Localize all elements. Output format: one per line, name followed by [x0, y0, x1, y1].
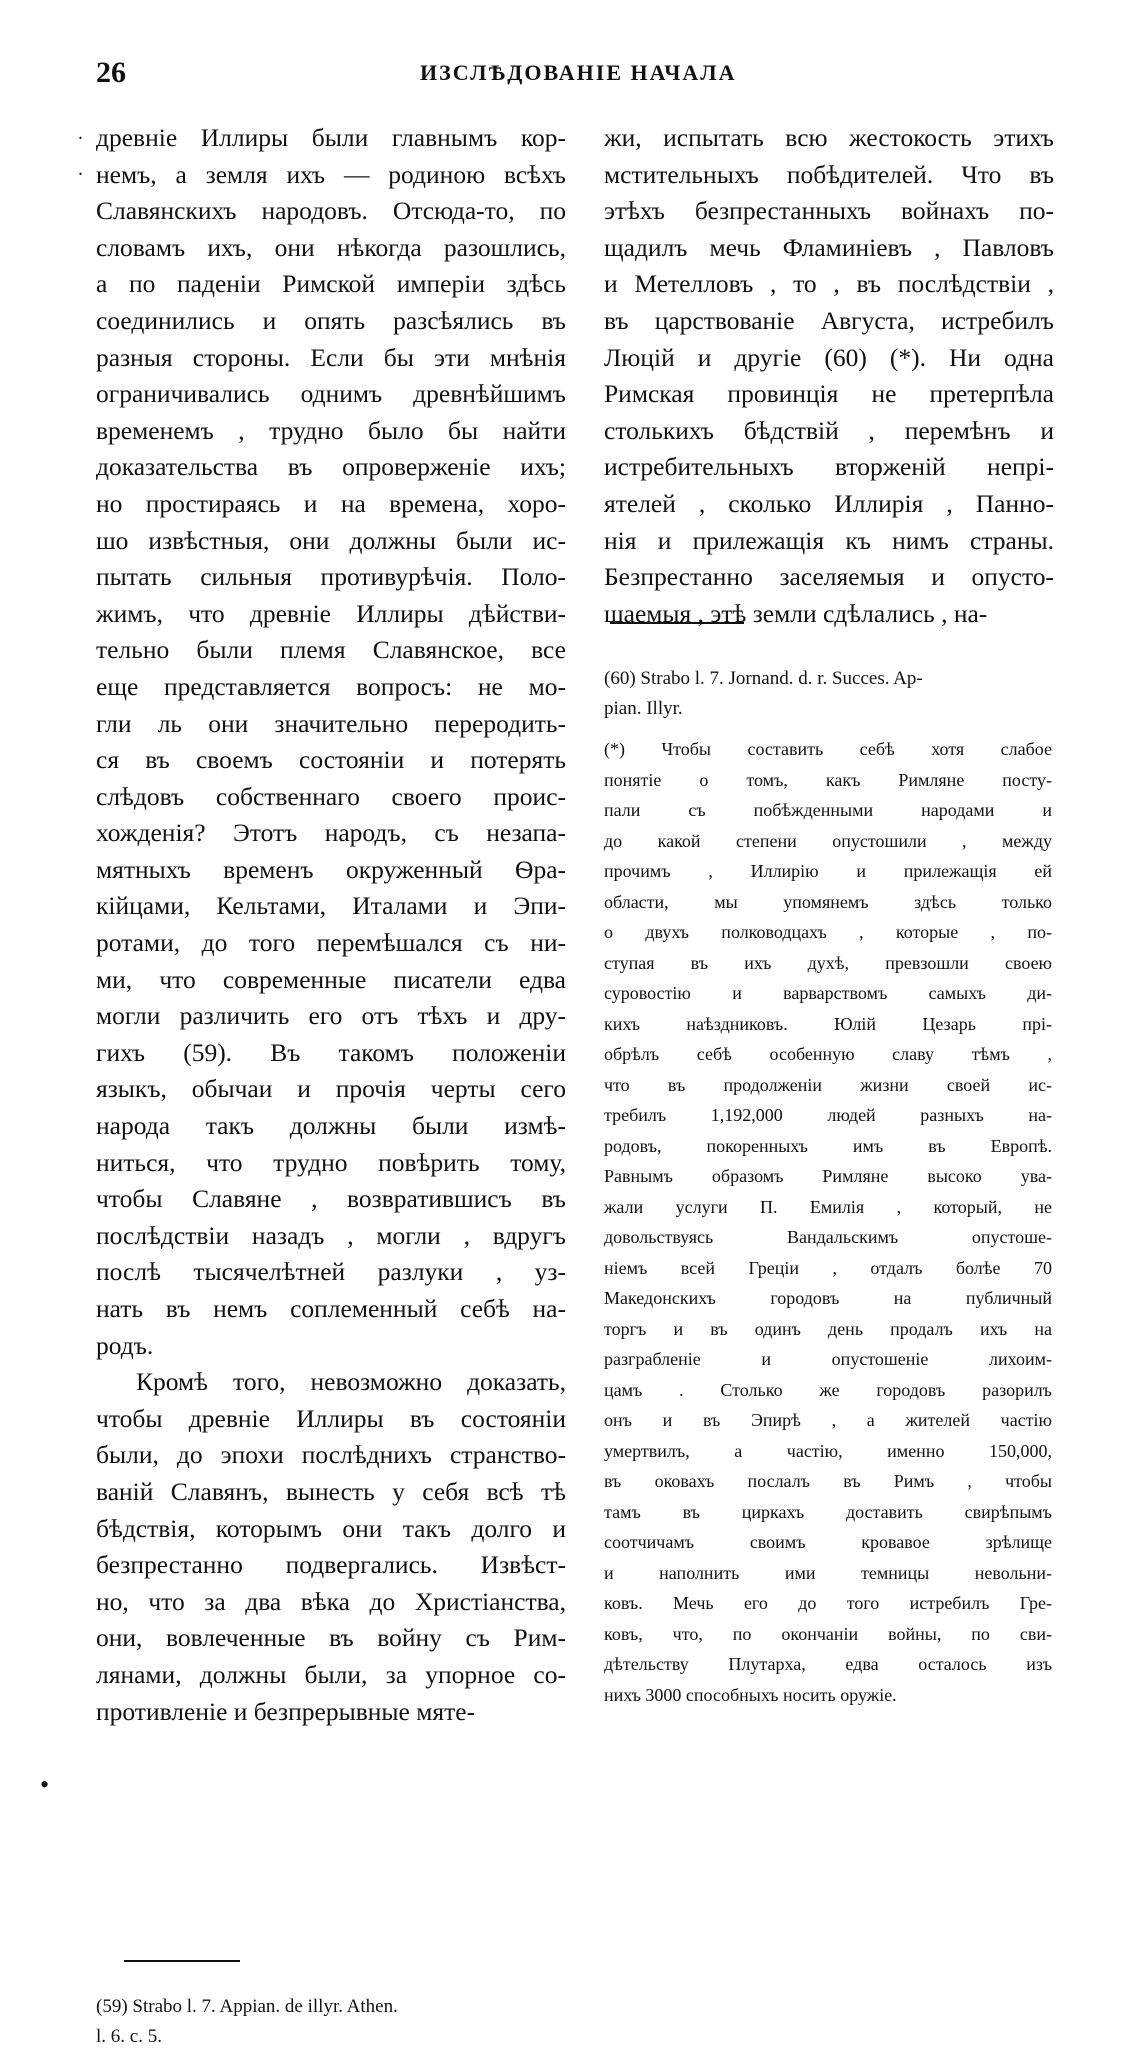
text-line: кійцами, Кельтами, Италами и Эпи- — [96, 891, 566, 921]
text-line: жи, испытать всю жестокость этихъ — [604, 123, 1054, 152]
footnote-line: дѣтельству Плутарха, едва осталось изъ — [604, 1654, 1052, 1674]
text-line: чтобы Славяне , возвратившисъ въ — [96, 1184, 566, 1214]
left-column-text — [96, 120, 566, 1730]
footnote-line: обрѣлъ себѣ особенную славу тѣмъ , — [604, 1044, 1052, 1064]
text-line: временемъ , трудно было бы найти — [96, 415, 566, 445]
footnote-line: ступая въ ихъ духѣ, превзошли своею — [604, 952, 1052, 973]
text-line: Славянскихъ народовъ. Отсюда-то, по — [96, 196, 566, 226]
text-line: и Метелловъ , то , въ послѣдствіи , — [604, 269, 1054, 299]
text-line: но простираясь и на времена, хоро- — [96, 488, 566, 518]
footnote-60 — [604, 664, 1044, 724]
text-line: языкъ, обычаи и прочія черты сего — [96, 1074, 566, 1104]
left-column — [96, 120, 566, 1730]
footnote-line: ковъ. Мечь его до того истребилъ Гре- — [604, 1593, 1052, 1613]
footnote-line: ніемъ всей Греціи , отдалъ болѣе 70 — [604, 1257, 1052, 1278]
footnote-line: жали услуги П. Емилія , который, не — [604, 1196, 1052, 1217]
text-line: ся въ своемъ состояніи и потерять — [96, 745, 566, 775]
footnote-line: ковъ, что, по окончаніи войны, по сви- — [604, 1623, 1052, 1644]
text-line: народа такъ должны были измѣ- — [96, 1111, 566, 1141]
footnote-rule-right — [610, 622, 744, 624]
text-line: Римская провинція не претерпѣла — [604, 379, 1054, 409]
text-line: шо извѣстныя, они должны были ис- — [96, 525, 566, 555]
text-line: жимъ, что древніе Иллиры дѣйстви- — [96, 598, 566, 628]
text-line: бѣдствія, которымъ они такъ долго и — [96, 1513, 566, 1543]
footnote-line: и наполнить ими темницы невольни- — [604, 1562, 1052, 1583]
footnote-line: онъ и въ Эпирѣ , а жителей частію — [604, 1410, 1052, 1430]
text-line: слѣдовъ собственнаго своего проис- — [96, 781, 566, 811]
text-line: словамъ ихъ, они нѣкогда разошлись, — [96, 232, 566, 262]
footnote-rule-left — [124, 1960, 240, 1962]
margin-dot: . — [78, 158, 83, 180]
running-head: ИЗСЛѢДОВАНІЕ НАЧАЛА — [420, 60, 737, 85]
text-line: мятныхъ временъ окруженный Ѳра- — [96, 854, 566, 884]
text-line: ми, что современные писатели едва — [96, 964, 566, 994]
text-line: гли ль они значительно переродить- — [96, 708, 566, 738]
footnote-line: тамъ въ циркахъ доставить свирѣпымъ — [604, 1501, 1052, 1522]
text-line: безпрестанно подвергались. Извѣст- — [96, 1550, 566, 1580]
footnote-line: области, мы упомянемъ здѣсь только — [604, 891, 1052, 912]
footnote-line: до какой степени опустошили , между — [604, 830, 1052, 851]
footnote-line: довольствуясь Вандальскимъ опустоше- — [604, 1227, 1052, 1247]
footnote-line: разграбленіе и опустошеніе лихоим- — [604, 1349, 1052, 1369]
text-line: Безпрестанно заселяемыя и опусто- — [604, 562, 1054, 592]
footnote-line: прочимъ , Иллирію и прилежащія ей — [604, 861, 1052, 881]
text-line: чтобы древніе Иллиры въ состояніи — [96, 1403, 566, 1433]
text-line: послѣ тысячелѣтней разлуки , уз- — [96, 1257, 566, 1287]
text-line: столькихъ бѣдствій , перемѣнъ и — [604, 415, 1054, 445]
footnote-line: требилъ 1,192,000 людей разныхъ на- — [604, 1105, 1052, 1125]
text-line: Люцій и другіе (60) (*). Ни одна — [604, 342, 1054, 372]
margin-marker: • — [40, 1770, 50, 1799]
margin-dot: . — [78, 122, 83, 144]
text-line: тельно были племя Славянское, все — [96, 635, 566, 665]
footnote-line: нихъ 3000 способныхъ носить оружіе. — [604, 1684, 897, 1705]
text-line: немъ, а земля ихъ — родиною всѣхъ — [96, 159, 566, 189]
footnote-line: умертвилъ, а частію, именно 150,000, — [604, 1440, 1052, 1461]
footnote-line: суровостію и варварствомъ самыхъ ди- — [604, 983, 1052, 1003]
text-line: они, вовлеченные въ войну съ Рим- — [96, 1623, 566, 1653]
text-line: были, до эпохи послѣднихъ странство- — [96, 1440, 566, 1470]
footnote-line: о двухъ полководцахъ , которые , по- — [604, 922, 1052, 942]
text-line: ятелей , сколько Иллирія , Панно- — [604, 488, 1054, 518]
text-line: истребительныхъ вторженій непрі- — [604, 452, 1054, 482]
text-line: доказательства въ опроверженіе ихъ; — [96, 452, 566, 482]
text-line: но, что за два вѣка до Христіанства, — [96, 1586, 566, 1616]
footnote-line: понятіе о томъ, какъ Римляне посту- — [604, 769, 1052, 790]
text-line: гихъ (59). Въ такомъ положеніи — [96, 1037, 566, 1067]
footnote-line: пали съ побѣжденными народами и — [604, 800, 1052, 820]
footnote-line: цамъ . Столько же городовъ разорилъ — [604, 1379, 1052, 1400]
footnote-line: въ оковахъ послалъ въ Римъ , чтобы — [604, 1471, 1052, 1491]
text-line: ваній Славянъ, вынесть у себя всѣ тѣ — [96, 1476, 566, 1506]
footnote-59 — [96, 1992, 566, 2052]
footnote-star — [604, 734, 1052, 1710]
text-line: щадилъ мечь Фламиніевъ , Павловъ — [604, 232, 1054, 262]
text-line: ограничивались однимъ древнѣйшимъ — [96, 379, 566, 409]
footnote-star-text — [604, 734, 1052, 1710]
right-column — [604, 120, 1054, 632]
footnote-line: торгъ и въ одинъ день продалъ ихъ на — [604, 1318, 1052, 1339]
footnote-line: Македонскихъ городовъ на публичный — [604, 1288, 1052, 1308]
footnote-60-line1: (60) Strabo l. 7. Jornand. d. r. Succes. Ap- — [604, 668, 923, 689]
text-line: пытать сильныя противурѣчія. Поло- — [96, 562, 566, 592]
page-number: 26 — [96, 56, 126, 89]
right-column-text — [604, 120, 1054, 632]
text-line: соединились и опять разсѣялись въ — [96, 305, 566, 335]
footnote-line: кихъ наѣздниковъ. Юлій Цезарь прі- — [604, 1013, 1052, 1034]
text-line: могли различить его отъ тѣхъ и дру- — [96, 1001, 566, 1031]
footnote-line: что въ продолженіи жизни своей ис- — [604, 1074, 1052, 1095]
text-line: разныя стороны. Если бы эти мнѣнія — [96, 342, 566, 372]
text-line: а по паденіи Римской имперіи здѣсь — [96, 269, 566, 299]
text-line: въ царствованіе Августа, истребилъ — [604, 305, 1054, 335]
text-line: лянами, должны были, за упорное со- — [96, 1659, 566, 1689]
footnote-line: (*) Чтобы составить себѣ хотя слабое — [604, 739, 1052, 759]
text-line: ротами, до того перемѣшался съ ни- — [96, 928, 566, 958]
text-line: мстительныхъ побѣдителей. Что въ — [604, 159, 1054, 189]
text-line: нія и прилежащія къ нимъ страны. — [604, 525, 1054, 555]
footnote-line: соотчичамъ своимъ кровавое зрѣлище — [604, 1532, 1052, 1552]
text-line: нать въ немъ соплеменный себѣ на- — [96, 1294, 566, 1323]
footnote-line: Равнымъ образомъ Римляне высоко ува- — [604, 1166, 1052, 1186]
footnote-59-line1: (59) Strabo l. 7. Appian. de illyr. Athen. — [96, 1996, 398, 2017]
footnote-line: родовъ, покоренныхъ имъ въ Европѣ. — [604, 1135, 1052, 1156]
text-line: хожденія? Этотъ народъ, съ незапа- — [96, 818, 566, 848]
footnote-60-line2: pian. Illyr. — [604, 698, 683, 719]
text-line: еще представляется вопросъ: не мо- — [96, 671, 566, 701]
text-line: противленіе и безпрерывные мяте- — [96, 1696, 476, 1726]
footnote-59-line2: l. 6. c. 5. — [96, 2026, 162, 2047]
text-line: родъ. — [96, 1330, 154, 1360]
text-line: древніе Иллиры были главнымъ кор- — [96, 123, 566, 152]
text-line: Кромѣ того, невозможно доказать, — [136, 1367, 566, 1397]
text-line: послѣдствіи назадъ , могли , вдругъ — [96, 1220, 566, 1250]
text-line: этѣхъ безпрестанныхъ войнахъ по- — [604, 196, 1054, 226]
text-line: ниться, что трудно повѣрить тому, — [96, 1147, 566, 1177]
text-line: шаемыя , этѣ земли сдѣлались , на- — [604, 598, 988, 628]
